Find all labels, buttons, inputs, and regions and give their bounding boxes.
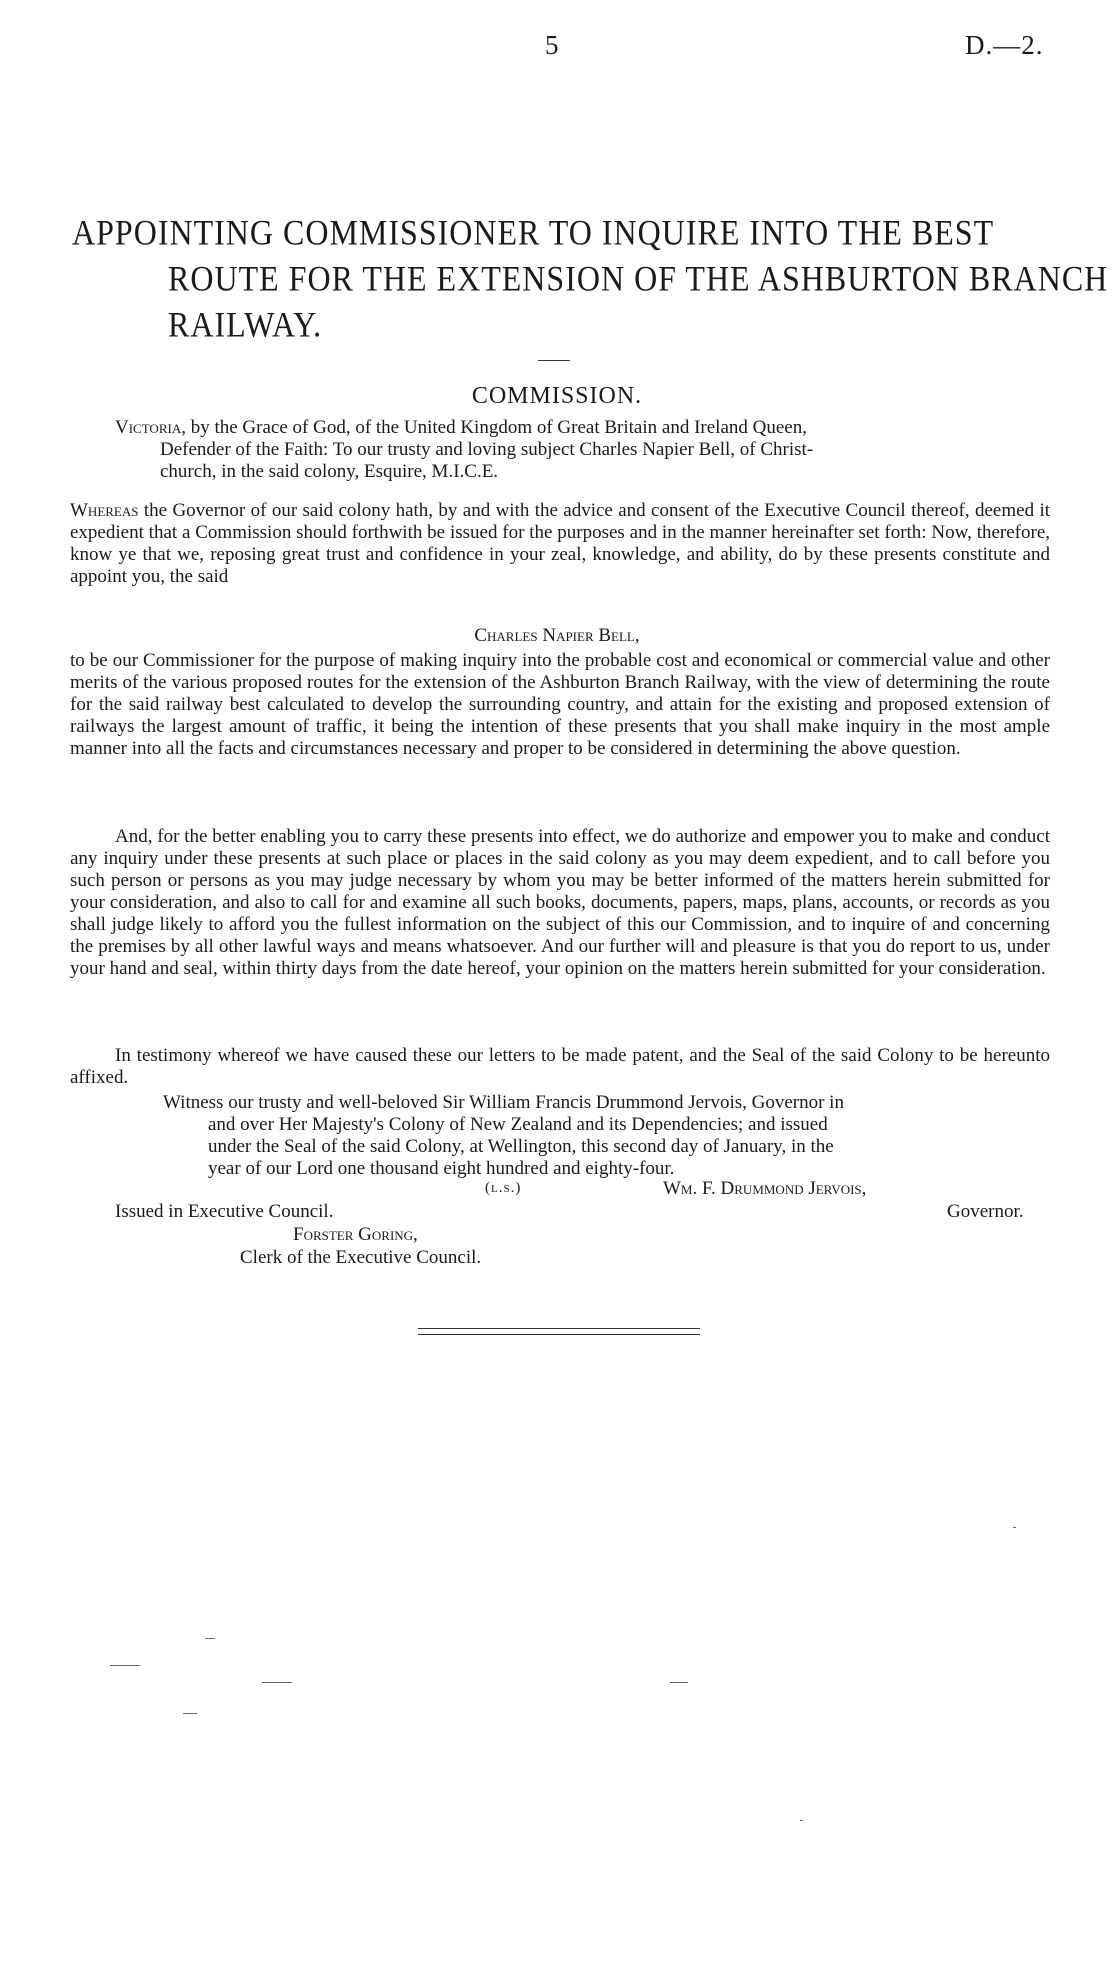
witness-line-2: and over Her Majesty's Colony of New Zealand and its Dependencies; and issued xyxy=(208,1114,828,1135)
victoria-lead: Victoria xyxy=(115,417,182,438)
victoria-line-3: church, in the said colony, Esquire, M.I.C.E. xyxy=(160,461,499,482)
whereas-text: the Governor of our said colony hath, by and with the advice and consent of the Executive Council thereof, deemed it expedient that a Commission should forthwith be issued for the purposes and in the manner hereinafter set forth: Now, therefore, know ye that we, reposing great trust and confidence in your zeal, knowledge, and ability, do by these presents constitute and appoint you, the said xyxy=(70,500,1050,587)
witness-line-3: under the Seal of the said Colony, at Wellington, this second day of January, in the xyxy=(208,1136,834,1157)
scan-speck xyxy=(183,1713,197,1714)
closing-rule-top xyxy=(418,1328,700,1329)
scan-speck xyxy=(262,1682,292,1683)
scan-speck xyxy=(670,1682,688,1683)
witness-line-4: year of our Lord one thousand eight hundred and eighty-four. xyxy=(208,1158,675,1179)
title-line-1: APPOINTING COMMISSIONER TO INQUIRE INTO THE BEST xyxy=(72,212,995,253)
witness-paragraph xyxy=(163,1092,1050,1180)
signatory-name: Wm. F. Drummond Jervois, xyxy=(663,1178,867,1199)
victoria-line-1 xyxy=(115,417,1050,439)
issued-statement: Issued in Executive Council. xyxy=(115,1201,334,1222)
testimony-paragraph: In testimony whereof we have caused these our letters to be made patent, and the Seal of the said Colony to be hereunto affixed. xyxy=(70,1045,1050,1088)
powers-paragraph: And, for the better enabling you to carry these presents into effect, we do authorize and empower you to make and conduct any inquiry under these presents at such place or places in the said colony as you may deem expedient, and to call before you such person or persons as you may judge necessary by whom you may be better informed of the matters herein submitted for your consideration, and also to call for and examine all such books, documents, papers, maps, plans, accounts, or records as you shall judge likely to afford you the fullest information on the subject of this our Commission, and to inquire of and concerning the premises by all other lawful ways and means whatsoever. And our further will and pleasure is that you do report to us, under your hand and seal, within thirty days from the date hereof, your opinion on the matters herein submitted for your consideration. xyxy=(70,826,1050,979)
scan-speck xyxy=(1013,1527,1016,1528)
scan-speck xyxy=(205,1638,215,1639)
commissioner-name: Charles Napier Bell, xyxy=(474,625,640,646)
seal-mark: (l.s.) xyxy=(485,1180,522,1196)
document-reference: D.—2. xyxy=(965,30,1044,60)
clerk-name: Forster Goring, xyxy=(293,1224,418,1245)
whereas-paragraph xyxy=(70,500,1050,588)
whereas-lead: Whereas xyxy=(70,500,139,521)
document-title xyxy=(72,210,1109,348)
victoria-line-2: Defender of the Faith: To our trusty and loving subject Charles Napier Bell, of Christ- xyxy=(160,439,814,460)
victoria-paragraph xyxy=(115,417,1050,483)
closing-rule-bottom xyxy=(418,1334,700,1335)
page-number: 5 xyxy=(545,30,559,60)
title-line-2: ROUTE FOR THE EXTENSION OF THE ASHBURTON BRANCH xyxy=(168,258,1109,299)
scan-speck xyxy=(110,1665,140,1666)
scan-speck xyxy=(800,1820,803,1821)
signatory-title: Governor. xyxy=(947,1201,1024,1222)
witness-line-1: Witness our trusty and well-beloved Sir William Francis Drummond Jervois, Governor in xyxy=(163,1092,844,1113)
victoria-line-1-text: , by the Grace of God, of the United Kingdom of Great Britain and Ireland Queen, xyxy=(181,417,807,438)
commission-heading: COMMISSION. xyxy=(471,383,643,409)
title-line-3: RAILWAY. xyxy=(168,304,323,345)
appointment-paragraph: to be our Commissioner for the purpose of making inquiry into the probable cost and economical or commercial value and other merits of the various proposed routes for the extension of the Ashburton Branch Railway, with the view of determining the route for the said railway best calculated to develop the surrounding country, and attain for the existing and proposed extension of railways the largest amount of traffic, it being the intention of these presents that you shall make inquiry in the most ample manner into all the facts and circumstances necessary and proper to be considered in determining the above question. xyxy=(70,650,1050,759)
title-rule xyxy=(538,360,570,361)
clerk-title: Clerk of the Executive Council. xyxy=(240,1247,482,1268)
